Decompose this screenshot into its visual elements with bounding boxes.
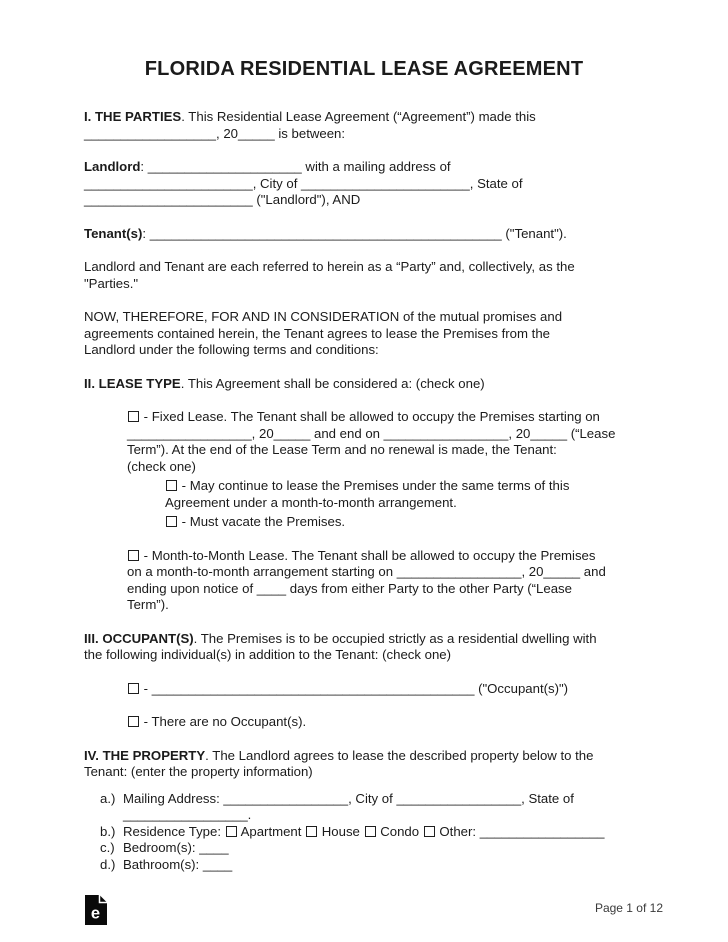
text-line bbox=[84, 376, 644, 393]
text-line bbox=[84, 159, 644, 176]
property-residence-type bbox=[100, 824, 644, 841]
text-line bbox=[84, 326, 644, 343]
text-run: Apartment bbox=[237, 823, 306, 839]
text-run: NOW, THEREFORE, FOR AND IN CONSIDERATION of the mutual promises and bbox=[84, 309, 563, 324]
text-run: - May continue to lease the Premises under the same terms of this bbox=[178, 478, 570, 493]
text-line bbox=[165, 478, 644, 495]
text-run: - Must vacate the Premises. bbox=[178, 514, 346, 529]
consideration-clause bbox=[84, 309, 644, 359]
occupants-listed-checkbox[interactable] bbox=[128, 683, 139, 694]
list-marker: d.) bbox=[100, 856, 116, 872]
bold-text-run: III. OCCUPANT(S) bbox=[84, 630, 194, 646]
parties-collective-clause bbox=[84, 259, 644, 292]
page-number-label: Page 1 of 12 bbox=[594, 901, 663, 915]
text-line bbox=[84, 764, 644, 781]
text-run: the following individual(s) in addition to the Tenant: (check one) bbox=[84, 647, 452, 662]
text-line bbox=[127, 564, 644, 581]
text-line bbox=[123, 857, 232, 874]
list-marker: b.) bbox=[100, 823, 116, 839]
property-bedrooms bbox=[100, 840, 644, 857]
svg-text:e: e bbox=[90, 904, 101, 923]
list-marker: a.) bbox=[100, 790, 116, 806]
text-line bbox=[127, 714, 644, 731]
page-footer bbox=[0, 882, 728, 942]
text-run: Bedroom(s): ____ bbox=[123, 840, 229, 855]
property-mailing-address bbox=[100, 791, 644, 824]
section-property-heading bbox=[84, 748, 644, 781]
text-line bbox=[123, 840, 229, 857]
text-run: - Month-to-Month Lease. The Tenant shall be allowed to occupy the Premises bbox=[140, 547, 596, 563]
landlord-clause bbox=[84, 159, 644, 209]
text-line bbox=[127, 409, 644, 426]
no-occupants-option bbox=[127, 714, 644, 731]
residence-house-checkbox[interactable] bbox=[306, 826, 317, 837]
text-run: agreements contained herein, the Tenant agrees to lease the Premises from the bbox=[84, 325, 550, 341]
text-run: . The Premises is to be occupied strictly as a residential dwelling with bbox=[193, 630, 597, 646]
text-line bbox=[84, 57, 644, 81]
property-details-list bbox=[100, 791, 644, 874]
text-run: . This Agreement shall be considered a: (check one) bbox=[180, 375, 485, 391]
text-run: Agreement under a month-to-month arrangement. bbox=[165, 494, 457, 510]
list-item-content bbox=[123, 791, 574, 824]
text-run: _______________________ ("Landlord"), AND bbox=[84, 192, 361, 207]
section-occupants-heading bbox=[84, 631, 644, 664]
text-run: Condo bbox=[376, 823, 423, 839]
text-line bbox=[127, 548, 644, 565]
fixed-lease-option bbox=[127, 409, 644, 475]
text-line bbox=[127, 681, 644, 698]
text-line bbox=[84, 748, 644, 765]
text-run: Tenant: (enter the property information) bbox=[84, 764, 313, 779]
text-run: . This Residential Lease Agreement (“Agreement”) made this bbox=[181, 109, 536, 124]
text-line bbox=[84, 309, 644, 326]
bold-text-run: Tenant(s) bbox=[84, 225, 143, 241]
text-run: ending upon notice of ____ days from either Party to the other Party (“Lease bbox=[127, 580, 572, 596]
text-run: Bathroom(s): ____ bbox=[123, 856, 233, 872]
text-run: House bbox=[318, 823, 364, 839]
text-line bbox=[84, 226, 644, 243]
text-run: : ________________________________________________ ("Tenant"). bbox=[142, 225, 567, 241]
text-run: _________________, 20_____ and end on _________________, 20_____ (“Lease bbox=[127, 425, 616, 441]
bold-text-run: II. LEASE TYPE bbox=[84, 375, 181, 391]
text-run: Landlord under the following terms and conditions: bbox=[84, 342, 379, 357]
tenant-clause bbox=[84, 226, 644, 243]
section-parties-intro bbox=[84, 109, 644, 142]
text-line bbox=[123, 824, 604, 841]
no-occupants-checkbox[interactable] bbox=[128, 716, 139, 727]
list-marker: c.) bbox=[100, 840, 115, 855]
text-run: . The Landlord agrees to lease the described property below to the bbox=[205, 747, 594, 763]
text-line bbox=[84, 176, 644, 193]
text-line bbox=[84, 126, 644, 143]
text-line bbox=[127, 581, 644, 598]
text-run: Other: _________________ bbox=[435, 823, 605, 839]
must-vacate-checkbox[interactable] bbox=[166, 516, 177, 527]
occupants-listed-option bbox=[127, 681, 644, 698]
residence-apartment-checkbox[interactable] bbox=[226, 826, 237, 837]
section-lease-type-heading bbox=[84, 376, 644, 393]
text-line bbox=[127, 459, 644, 476]
residence-other-checkbox[interactable] bbox=[424, 826, 435, 837]
bold-text-run: Landlord bbox=[84, 159, 141, 174]
text-line bbox=[165, 495, 644, 512]
text-run: on a month-to-month arrangement starting on _________________, 20_____ and bbox=[127, 564, 606, 579]
document-title bbox=[84, 57, 644, 81]
text-run: __________________, 20_____ is between: bbox=[84, 125, 346, 141]
month-to-month-checkbox[interactable] bbox=[128, 550, 139, 561]
fixed-lease-vacate-option bbox=[165, 514, 644, 531]
text-line bbox=[123, 791, 574, 808]
list-item-content bbox=[123, 824, 604, 841]
text-line bbox=[127, 442, 644, 459]
eforms-logo-icon bbox=[85, 895, 107, 925]
list-item-content bbox=[123, 857, 232, 874]
bold-text-run: I. THE PARTIES bbox=[84, 109, 182, 124]
text-run: "Parties." bbox=[84, 275, 139, 291]
text-run: Landlord and Tenant are each referred to herein as a “Party” and, collectively, as the bbox=[84, 259, 575, 274]
text-run: _______________________, City of _______________________, State of bbox=[84, 175, 523, 191]
text-line bbox=[84, 631, 644, 648]
bold-text-run: FLORIDA RESIDENTIAL LEASE AGREEMENT bbox=[144, 58, 584, 80]
text-line bbox=[84, 259, 644, 276]
text-line bbox=[84, 647, 644, 664]
text-line bbox=[84, 192, 644, 209]
text-run: Term”). bbox=[127, 597, 169, 612]
text-run: Term”). At the end of the Lease Term and no renewal is made, the Tenant: bbox=[127, 442, 557, 457]
text-run: (check one) bbox=[127, 458, 196, 474]
bold-text-run: IV. THE PROPERTY bbox=[84, 747, 206, 763]
text-run: Mailing Address: _________________, City of _________________, State of bbox=[123, 790, 574, 806]
text-line bbox=[165, 514, 644, 531]
text-line bbox=[127, 597, 644, 614]
fixed-lease-checkbox[interactable] bbox=[128, 411, 139, 422]
fixed-lease-continue-option bbox=[165, 478, 644, 511]
text-run: : _____________________ with a mailing address of bbox=[140, 159, 451, 174]
text-line bbox=[84, 342, 644, 359]
text-line bbox=[84, 109, 644, 126]
residence-condo-checkbox[interactable] bbox=[365, 826, 376, 837]
list-item-content bbox=[123, 840, 229, 857]
property-bathrooms bbox=[100, 857, 644, 874]
text-run: - There are no Occupant(s). bbox=[140, 714, 307, 729]
month-to-month-option bbox=[127, 548, 644, 614]
text-run: _________________. bbox=[123, 807, 252, 822]
text-run: - Fixed Lease. The Tenant shall be allowed to occupy the Premises starting on bbox=[140, 409, 600, 424]
text-line bbox=[123, 807, 574, 824]
text-line bbox=[127, 426, 644, 443]
text-run: Residence Type: bbox=[123, 823, 225, 839]
text-run: - ____________________________________________ ("Occupant(s)") bbox=[140, 680, 569, 696]
text-line bbox=[84, 276, 644, 293]
may-continue-checkbox[interactable] bbox=[166, 480, 177, 491]
